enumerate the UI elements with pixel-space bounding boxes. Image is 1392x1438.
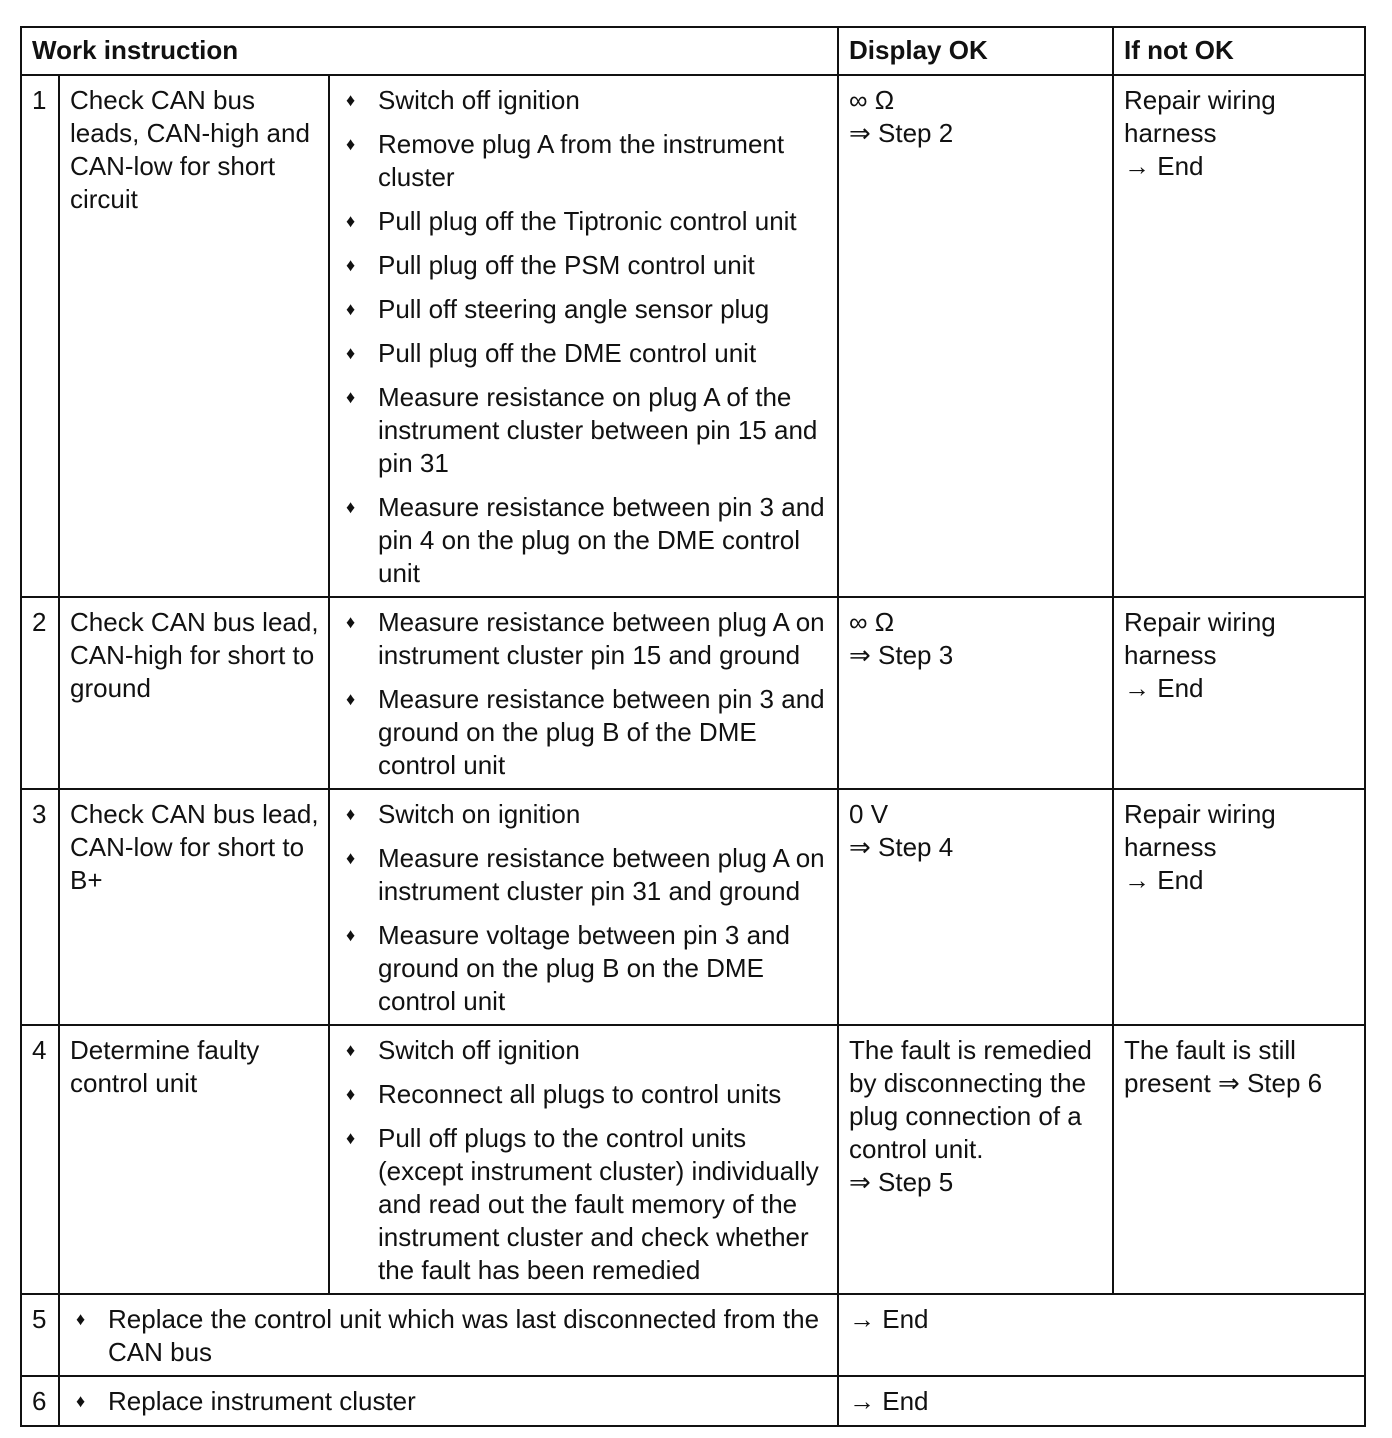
bullet-diamond-icon: ♦: [346, 255, 356, 275]
display-ok-value: 0 V: [849, 799, 889, 829]
step-number: 6: [21, 1376, 59, 1426]
if-not-ok-cell: [1113, 597, 1365, 789]
step-number: 3: [21, 789, 59, 1025]
instruction-text: Pull plug off the DME control unit: [378, 338, 757, 368]
instruction-item: [340, 337, 829, 370]
bullet-diamond-icon: ♦: [346, 804, 356, 824]
instruction-item: [340, 381, 829, 480]
instruction-item: [340, 683, 829, 782]
bullet-diamond-icon: ♦: [76, 1391, 86, 1411]
display-ok-next: ⇒ Step 4: [849, 832, 954, 862]
instruction-text: Pull plug off the Tiptronic control unit: [378, 206, 797, 236]
check-description: Check CAN bus lead, CAN-low for short to B+: [59, 789, 329, 1025]
instruction-text: Replace the control unit which was last disconnected from the CAN bus: [108, 1304, 820, 1367]
table-row: [21, 1294, 1365, 1376]
table-row: [21, 597, 1365, 789]
instruction-list-cell: [329, 789, 838, 1025]
bullet-diamond-icon: ♦: [346, 1128, 356, 1148]
if-not-ok-action: The fault is still present ⇒ Step 6: [1124, 1035, 1323, 1098]
instruction-item: [340, 128, 829, 194]
if-not-ok-action: Repair wiring harness: [1124, 607, 1276, 670]
display-ok-cell: [838, 597, 1113, 789]
display-ok-value: ∞ Ω: [849, 85, 895, 115]
result-cell: → End: [838, 1376, 1365, 1426]
display-ok-next: ⇒ Step 3: [849, 640, 954, 670]
step-number: 5: [21, 1294, 59, 1376]
bullet-diamond-icon: ♦: [346, 689, 356, 709]
instruction-item: [340, 491, 829, 590]
instruction-text: Pull off plugs to the control units (except instrument cluster) individually and read out the fault memory of the instrument cluster and check whether the fault has been remedied: [378, 1123, 819, 1285]
header-row: [21, 27, 1365, 75]
if-not-ok-cell: [1113, 789, 1365, 1025]
if-not-ok-action: Repair wiring harness: [1124, 85, 1276, 148]
if-not-ok-next: → End: [1124, 673, 1204, 703]
instruction-text: Measure resistance between plug A on instrument cluster pin 31 and ground: [378, 843, 825, 906]
instruction-list: [340, 1034, 829, 1287]
instruction-list: [70, 1303, 829, 1369]
if-not-ok-cell: [1113, 75, 1365, 597]
instruction-item: [340, 919, 829, 1018]
bullet-diamond-icon: ♦: [346, 134, 356, 154]
table-row: [21, 75, 1365, 597]
if-not-ok-next: → End: [1124, 151, 1204, 181]
instruction-text: Measure resistance between pin 3 and pin 4 on the plug on the DME control unit: [378, 492, 825, 588]
instruction-item: [340, 84, 829, 117]
bullet-diamond-icon: ♦: [346, 612, 356, 632]
instruction-text: Switch off ignition: [378, 1035, 580, 1065]
instruction-text: Measure resistance on plug A of the instrument cluster between pin 15 and pin 31: [378, 382, 818, 478]
bullet-diamond-icon: ♦: [346, 299, 356, 319]
if-not-ok-action: Repair wiring harness: [1124, 799, 1276, 862]
step-number: 1: [21, 75, 59, 597]
header-work-instruction: Work instruction: [21, 27, 838, 75]
instruction-item: [340, 606, 829, 672]
if-not-ok-next: → End: [1124, 865, 1204, 895]
display-ok-next: ⇒ Step 5: [849, 1167, 954, 1197]
instruction-item: [70, 1385, 829, 1418]
header-display-ok: Display OK: [838, 27, 1113, 75]
bullet-diamond-icon: ♦: [346, 1040, 356, 1060]
check-description: Determine faulty control unit: [59, 1025, 329, 1294]
instruction-text: Switch on ignition: [378, 799, 581, 829]
display-ok-value: ∞ Ω: [849, 607, 895, 637]
bullet-diamond-icon: ♦: [346, 90, 356, 110]
instruction-list: [340, 84, 829, 590]
instruction-list-cell: [329, 75, 838, 597]
result-cell: → End: [838, 1294, 1365, 1376]
instruction-text: Pull off steering angle sensor plug: [378, 294, 770, 324]
instruction-text: Measure voltage between pin 3 and ground on the plug B on the DME control unit: [378, 920, 790, 1016]
step-number: 2: [21, 597, 59, 789]
step-number: 4: [21, 1025, 59, 1294]
display-ok-cell: [838, 75, 1113, 597]
bullet-diamond-icon: ♦: [346, 387, 356, 407]
bullet-diamond-icon: ♦: [346, 343, 356, 363]
instruction-list-cell: [329, 597, 838, 789]
header-if-not-ok: If not OK: [1113, 27, 1365, 75]
instruction-item: [340, 1034, 829, 1067]
instruction-item: [340, 205, 829, 238]
display-ok-cell: [838, 1025, 1113, 1294]
instruction-item: [340, 842, 829, 908]
instruction-item: [340, 249, 829, 282]
instruction-list-cell: [59, 1376, 838, 1426]
display-ok-cell: [838, 789, 1113, 1025]
table-row: [21, 1376, 1365, 1426]
instruction-text: Reconnect all plugs to control units: [378, 1079, 782, 1109]
instruction-text: Measure resistance between pin 3 and ground on the plug B of the DME control unit: [378, 684, 825, 780]
instruction-list-cell: [59, 1294, 838, 1376]
bullet-diamond-icon: ♦: [346, 848, 356, 868]
instruction-list-cell: [329, 1025, 838, 1294]
if-not-ok-cell: [1113, 1025, 1365, 1294]
bullet-diamond-icon: ♦: [346, 497, 356, 517]
instruction-list: [70, 1385, 829, 1418]
instruction-list: [340, 798, 829, 1018]
bullet-diamond-icon: ♦: [346, 1084, 356, 1104]
instruction-text: Remove plug A from the instrument cluster: [378, 129, 785, 192]
instruction-list: [340, 606, 829, 782]
work-instruction-table: [20, 26, 1366, 1427]
instruction-text: Pull plug off the PSM control unit: [378, 250, 755, 280]
bullet-diamond-icon: ♦: [346, 211, 356, 231]
display-ok-value: The fault is remedied by disconnecting the plug connection of a control unit.: [849, 1035, 1092, 1164]
bullet-diamond-icon: ♦: [346, 925, 356, 945]
check-description: Check CAN bus lead, CAN-high for short to ground: [59, 597, 329, 789]
instruction-item: [340, 1078, 829, 1111]
instruction-text: Switch off ignition: [378, 85, 580, 115]
table-row: [21, 1025, 1365, 1294]
bullet-diamond-icon: ♦: [76, 1309, 86, 1329]
instruction-text: Replace instrument cluster: [108, 1386, 416, 1416]
instruction-item: [340, 798, 829, 831]
instruction-text: Measure resistance between plug A on instrument cluster pin 15 and ground: [378, 607, 825, 670]
instruction-item: [340, 1122, 829, 1287]
table-row: [21, 789, 1365, 1025]
instruction-item: [70, 1303, 829, 1369]
check-description: Check CAN bus leads, CAN-high and CAN-low for short circuit: [59, 75, 329, 597]
instruction-item: [340, 293, 829, 326]
display-ok-next: ⇒ Step 2: [849, 118, 954, 148]
